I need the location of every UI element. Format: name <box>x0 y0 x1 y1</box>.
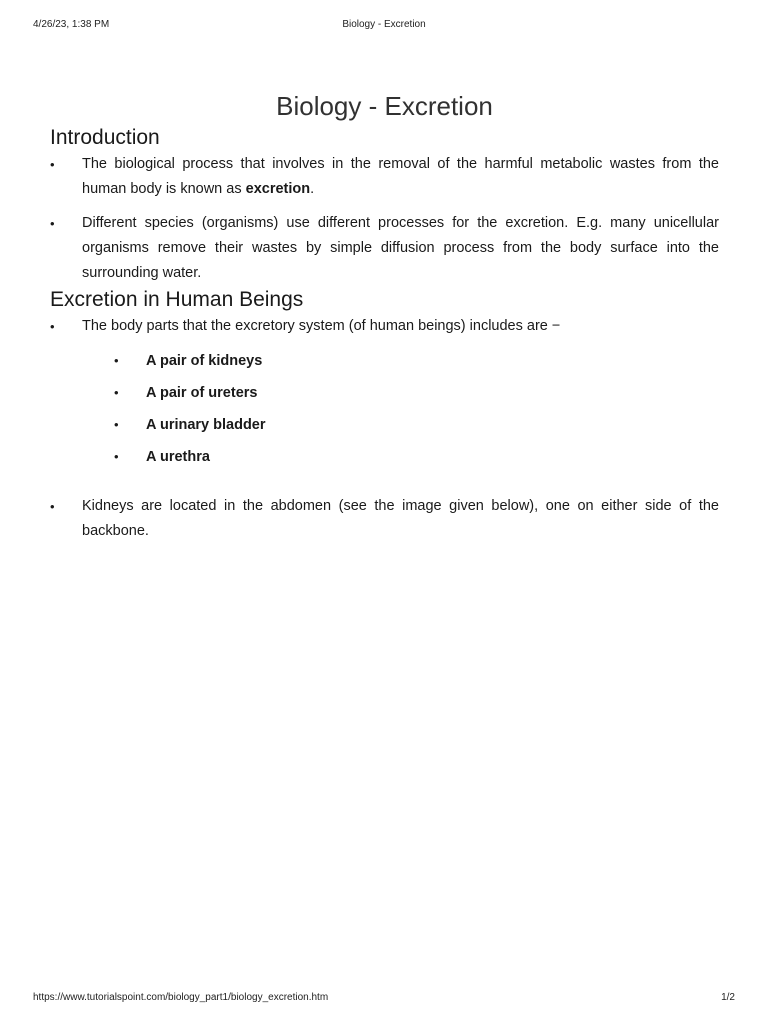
print-date: 4/26/23, 1:38 PM <box>33 19 110 30</box>
bullet-icon: • <box>50 216 55 231</box>
page-title: Biology - Excretion <box>276 91 493 121</box>
list-item <box>50 494 719 544</box>
body-part-item <box>82 351 719 371</box>
print-footer <box>33 992 735 1006</box>
print-header <box>33 19 735 33</box>
item-text: Different species (organisms) use different processes for the excretion. E.g. many unicellular organisms remove their wastes by simple diffusion process from the body surface into the surrounding water. <box>82 215 719 281</box>
bullet-icon: • <box>114 385 119 400</box>
human-excretion-list <box>50 314 719 544</box>
page-number: 1/2 <box>721 992 735 1003</box>
body-part-item <box>82 447 719 467</box>
section-heading-human-beings: Excretion in Human Beings <box>50 288 304 311</box>
body-parts-list <box>82 351 719 467</box>
list-item <box>50 152 719 202</box>
list-item <box>50 314 719 467</box>
bullet-icon: • <box>50 157 55 172</box>
item-text-end: . <box>310 181 315 197</box>
article-content <box>50 88 719 544</box>
body-part-label: A pair of ureters <box>146 385 258 401</box>
print-header-title: Biology - Excretion <box>342 19 426 30</box>
body-part-label: A urinary bladder <box>146 417 266 433</box>
bullet-icon: • <box>114 353 119 368</box>
bullet-icon: • <box>50 319 55 334</box>
body-parts-wrapper <box>82 351 719 467</box>
bullet-icon: • <box>50 499 55 514</box>
bullet-icon: • <box>114 449 119 464</box>
item-text: The biological process that involves in the removal of the harmful metabolic wastes from the human body is known as <box>82 156 719 197</box>
page-url: https://www.tutorialspoint.com/biology_part1/biology_excretion.htm <box>33 992 329 1003</box>
body-part-item <box>82 415 719 435</box>
section-heading-introduction: Introduction <box>50 126 160 149</box>
body-part-label: A urethra <box>146 449 210 465</box>
bullet-icon: • <box>114 417 119 432</box>
list-item <box>50 211 719 286</box>
item-text: Kidneys are located in the abdomen (see the image given below), one on either side of the backbone. <box>82 498 719 539</box>
item-bold-term: excretion <box>245 181 311 197</box>
body-part-item <box>82 383 719 403</box>
body-part-label: A pair of kidneys <box>146 353 263 369</box>
item-text: The body parts that the excretory system (of human beings) includes are − <box>82 318 561 334</box>
introduction-list <box>50 152 719 286</box>
